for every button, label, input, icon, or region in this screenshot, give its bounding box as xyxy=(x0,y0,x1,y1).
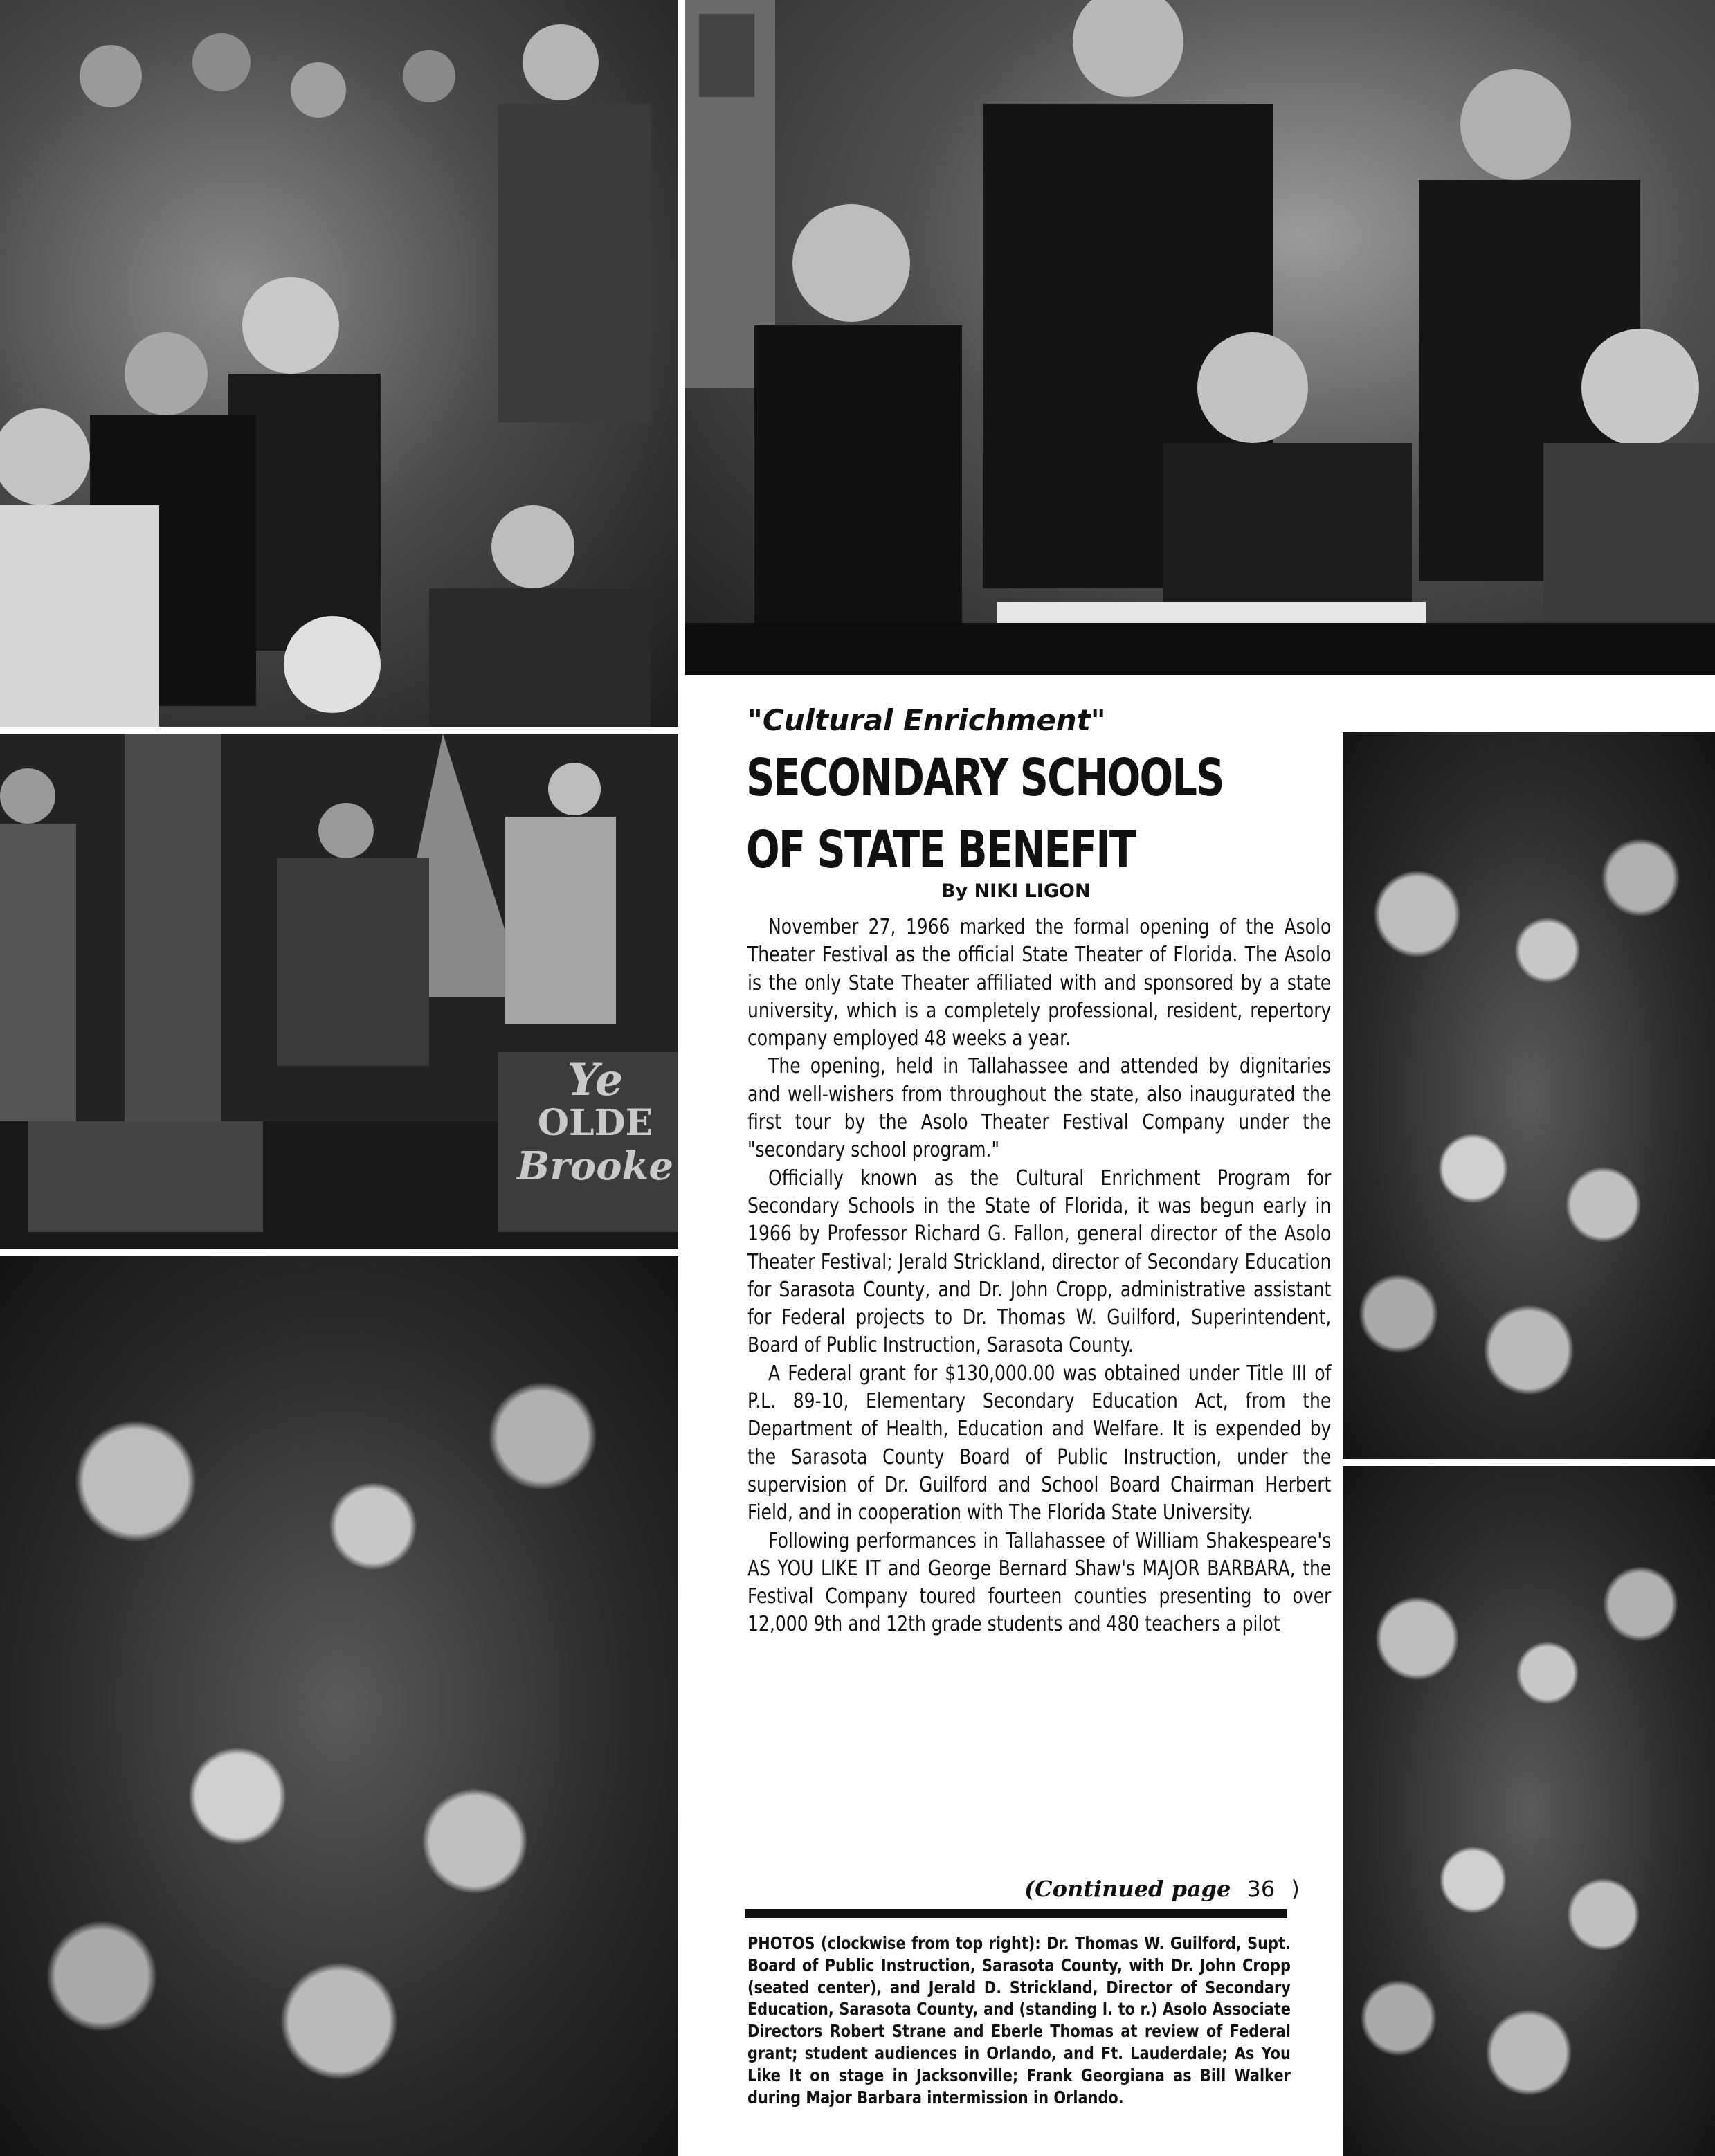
headline-line-2: OF STATE BENEFIT xyxy=(746,820,1136,880)
stage-sign-line3: Brooke xyxy=(517,1143,673,1189)
stage-sign xyxy=(512,1054,678,1225)
photo-student-audience-right-bottom xyxy=(1343,1466,1715,2156)
article-paragraph: November 27, 1966 marked the formal opening of the Asolo Theater Festival as the official State Theater of Florida. The Asolo is the only State Theater affiliated with and sponsored by a state university, which is a completely professional, resident, repertory company employed 48 weeks a year. xyxy=(747,915,1332,1051)
article-paragraph: Following performances in Tallahassee of William Shakespeare's AS YOU LIKE IT and George Bernard Shaw's MAJOR BARBARA, the Festival Company toured fourteen counties presenting to over 12,000 9th and 12th grade students and 480 teachers a pilot xyxy=(747,1528,1332,1637)
headline-line-1: SECONDARY SCHOOLS xyxy=(746,748,1224,808)
article-column xyxy=(692,678,1343,2156)
stage-sign-line1: Ye xyxy=(567,1054,624,1106)
continued-page-number: 36 xyxy=(1246,1876,1276,1902)
article-byline: By NIKI LIGON xyxy=(941,880,1091,902)
photo-student-audience-right-top xyxy=(1343,732,1715,1459)
continued-close: ) xyxy=(1291,1876,1300,1902)
photo-intermission-figures xyxy=(0,0,678,727)
caption-divider xyxy=(745,1909,1287,1918)
photo-caption: PHOTOS (clockwise from top right): Dr. Thomas W. Guilford, Supt. Board of Public Instruction, Sarasota County, with Dr. John Cropp (seated center), and Jerald D. Strickland, Director of Secondary Education, Sarasota County, and (standing l. to r.) Asolo Associate Directors Robert Strane and Eberle Thomas at review of Federal grant; student audiences in Orlando, and Ft. Lauderdale; As You Like It on stage in Jacksonville; Frank Georgiana as Bill Walker during Major Barbara intermission in Orlando. xyxy=(747,1933,1291,2108)
article-paragraph: A Federal grant for $130,000.00 was obtained under Title III of P.L. 89-10, Elementary Secondary Education Act, from the Department of Health, Education and Welfare. It is expended by the Sarasota County Board of Public Instruction, under the supervision of Dr. Guilford and School Board Chairman Herbert Field, and in cooperation with The Florida State University. xyxy=(747,1361,1332,1525)
article-headline xyxy=(746,742,1234,886)
article-kicker: "Cultural Enrichment" xyxy=(747,703,1106,737)
continued-notice xyxy=(1024,1876,1300,1902)
stage-sign-line2: OLDE xyxy=(537,1102,653,1144)
article-body xyxy=(747,914,1331,1639)
photo-as-you-like-it-stage xyxy=(0,734,678,1249)
photo-student-audience-left xyxy=(0,1256,678,2156)
photo-intermission-audience xyxy=(0,0,678,727)
article-paragraph: The opening, held in Tallahassee and attended by dignitaries and well-wishers from throughout the state, also inaugurated the first tour by the Asolo Theater Festival Company under the "secondary school program." xyxy=(747,1054,1332,1163)
photo-grant-review xyxy=(685,0,1715,675)
photo-grant-review-figures xyxy=(685,0,1715,675)
article-paragraph: Officially known as the Cultural Enrichment Program for Secondary Schools in the State of Florida, it was begun early in 1966 by Professor Richard G. Fallon, general director of the Asolo Theater Festival; Jerald Strickland, director of Secondary Education for Sarasota County, and Dr. John Cropp, administrative assistant for Federal projects to Dr. Thomas W. Guilford, Superintendent, Board of Public Instruction, Sarasota County. xyxy=(747,1166,1332,1358)
continued-label: (Continued page xyxy=(1024,1876,1231,1902)
